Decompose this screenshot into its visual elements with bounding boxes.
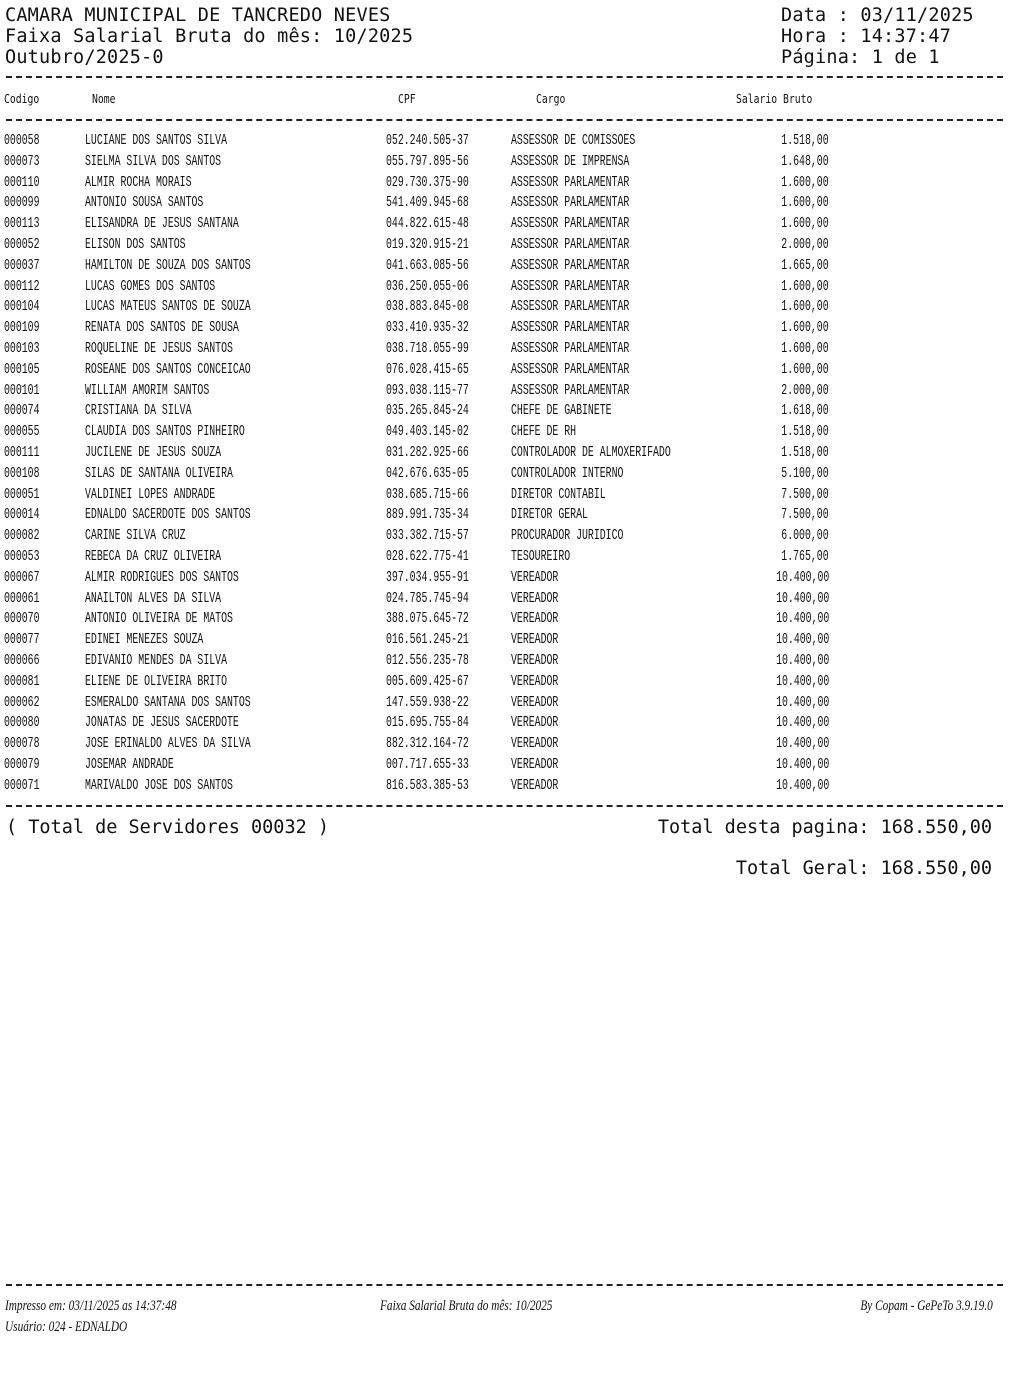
cell-codigo: 000080: [4, 715, 40, 732]
table-row: [0, 693, 1009, 714]
cell-nome: ELISANDRA DE JESUS SANTANA: [85, 216, 239, 233]
footer-title: Faixa Salarial Bruta do mês: 10/2025: [380, 1298, 553, 1314]
table-row: [0, 214, 1009, 235]
cell-salario: 1.600,00: [781, 195, 829, 212]
cell-nome: ANAILTON ALVES DA SILVA: [85, 590, 222, 607]
cell-cargo: ASSESSOR PARLAMENTAR: [511, 257, 630, 274]
cell-cargo: VEREADOR: [511, 694, 559, 711]
cell-cpf: 033.410.935-32: [386, 320, 469, 337]
cell-cpf: 019.320.915-21: [386, 237, 469, 253]
cell-cargo: ASSESSOR PARLAMENTAR: [511, 174, 630, 191]
report-title: Faixa Salarial Bruta do mês: 10/2025: [5, 26, 414, 47]
cell-cargo: ASSESSOR DE COMISSOES: [511, 133, 636, 149]
cell-nome: ROSEANE DOS SANTOS CONCEICAO: [85, 361, 251, 378]
table-row: [0, 277, 1009, 298]
cell-codigo: 000058: [4, 133, 40, 149]
cell-codigo: 000014: [4, 507, 40, 524]
cell-codigo: 000109: [4, 320, 40, 337]
cell-cpf: 044.822.615-48: [386, 216, 469, 233]
cell-nome: RENATA DOS SANTOS DE SOUSA: [85, 320, 239, 337]
cell-salario: 5.100,00: [781, 465, 829, 482]
cell-cargo: CHEFE DE RH: [511, 424, 577, 441]
cell-cpf: 889.991.735-34: [386, 507, 469, 524]
cell-nome: CRISTIANA DA SILVA: [85, 403, 192, 420]
cell-cpf: 882.312.164-72: [386, 736, 469, 753]
cell-cargo: PROCURADOR JURIDICO: [511, 528, 624, 545]
table-row: [0, 526, 1009, 547]
cell-codigo: 000105: [4, 361, 40, 378]
cell-codigo: 000077: [4, 632, 40, 649]
cell-codigo: 000104: [4, 299, 40, 316]
footer-printed: Impresso em: 03/11/2025 as 14:37:48: [5, 1298, 177, 1314]
cell-codigo: 000067: [4, 569, 40, 586]
table-row: [0, 360, 1009, 381]
cell-cpf: 816.583.385-53: [386, 777, 469, 794]
cell-salario: 2.000,00: [781, 382, 829, 399]
cell-salario: 6.000,00: [781, 528, 829, 545]
cell-cpf: 055.797.895-56: [386, 153, 469, 170]
cell-salario: 10.400,00: [775, 653, 829, 669]
cell-cpf: 024.785.745-94: [386, 590, 469, 607]
cell-codigo: 000112: [4, 278, 40, 295]
cell-salario: 10.400,00: [775, 611, 829, 628]
table-row: [0, 713, 1009, 734]
cell-codigo: 000079: [4, 757, 40, 773]
cell-codigo: 000078: [4, 736, 40, 753]
cell-cpf: 147.559.938-22: [386, 694, 469, 711]
report-period: Outubro/2025-0: [5, 47, 164, 68]
cell-salario: 1.518,00: [781, 424, 829, 441]
cell-cpf: 052.240.505-37: [386, 133, 469, 149]
table-row: [0, 547, 1009, 568]
cell-codigo: 000052: [4, 237, 40, 253]
table-row: [0, 651, 1009, 672]
report-time: Hora : 14:37:47: [781, 26, 952, 47]
divider-header: [6, 119, 1003, 121]
cell-cargo: ASSESSOR PARLAMENTAR: [511, 216, 630, 233]
cell-cpf: 049.403.145-02: [386, 424, 469, 441]
cell-nome: SIELMA SILVA DOS SANTOS: [85, 153, 222, 170]
cell-cpf: 397.034.955-91: [386, 569, 469, 586]
col-cargo: Cargo: [536, 91, 566, 106]
footer-credit: By Copam - GePeTo 3.9.19.0: [860, 1298, 993, 1314]
cell-codigo: 000074: [4, 403, 40, 420]
cell-codigo: 000103: [4, 341, 40, 357]
table-row: [0, 672, 1009, 693]
cell-codigo: 000037: [4, 257, 40, 274]
table-row: [0, 568, 1009, 589]
cell-cargo: ASSESSOR PARLAMENTAR: [511, 361, 630, 378]
cell-salario: 1.600,00: [781, 361, 829, 378]
cell-cpf: 016.561.245-21: [386, 632, 469, 649]
divider-bottom: [6, 805, 1003, 807]
cell-salario: 1.600,00: [781, 216, 829, 233]
cell-codigo: 000070: [4, 611, 40, 628]
cell-codigo: 000062: [4, 694, 40, 711]
cell-cargo: ASSESSOR PARLAMENTAR: [511, 320, 630, 337]
cell-cargo: CONTROLADOR INTERNO: [511, 465, 624, 482]
cell-salario: 1.648,00: [781, 153, 829, 170]
cell-cargo: ASSESSOR PARLAMENTAR: [511, 382, 630, 399]
cell-cargo: ASSESSOR PARLAMENTAR: [511, 237, 630, 253]
table-row: [0, 173, 1009, 194]
cell-salario: 10.400,00: [775, 694, 829, 711]
cell-nome: JOSE ERINALDO ALVES DA SILVA: [85, 736, 251, 753]
cell-nome: REBECA DA CRUZ OLIVEIRA: [85, 549, 222, 565]
cell-codigo: 000081: [4, 673, 40, 690]
cell-nome: EDIVANIO MENDES DA SILVA: [85, 653, 228, 669]
cell-nome: ANTONIO OLIVEIRA DE MATOS: [85, 611, 233, 628]
cell-cargo: ASSESSOR DE IMPRENSA: [511, 153, 630, 170]
cell-nome: CARINE SILVA CRUZ: [85, 528, 186, 545]
cell-nome: CLAUDIA DOS SANTOS PINHEIRO: [85, 424, 245, 441]
cell-cpf: 007.717.655-33: [386, 757, 469, 773]
col-salario: Salario Bruto: [736, 91, 813, 106]
cell-codigo: 000053: [4, 549, 40, 565]
cell-codigo: 000111: [4, 445, 40, 461]
org-name: CAMARA MUNICIPAL DE TANCREDO NEVES: [5, 5, 391, 26]
table-row: [0, 734, 1009, 755]
table-row: [0, 339, 1009, 360]
cell-salario: 2.000,00: [781, 237, 829, 253]
cell-cpf: 038.883.845-08: [386, 299, 469, 316]
table-row: [0, 485, 1009, 506]
cell-salario: 1.518,00: [781, 133, 829, 149]
cell-salario: 10.400,00: [775, 715, 829, 732]
cell-nome: LUCAS MATEUS SANTOS DE SOUZA: [85, 299, 251, 316]
cell-cargo: VEREADOR: [511, 673, 559, 690]
cell-salario: 1.600,00: [781, 320, 829, 337]
table-row: [0, 193, 1009, 214]
cell-nome: ROQUELINE DE JESUS SANTOS: [85, 341, 233, 357]
cell-cpf: 036.250.055-06: [386, 278, 469, 295]
table-row: [0, 776, 1009, 797]
cell-salario: 10.400,00: [775, 736, 829, 753]
table-row: [0, 589, 1009, 610]
cell-cpf: 388.075.645-72: [386, 611, 469, 628]
cell-salario: 1.600,00: [781, 278, 829, 295]
cell-salario: 1.600,00: [781, 174, 829, 191]
cell-nome: VALDINEI LOPES ANDRADE: [85, 486, 216, 503]
cell-cpf: 041.663.085-56: [386, 257, 469, 274]
cell-cpf: 076.028.415-65: [386, 361, 469, 378]
footer-user: Usuário: 024 - EDNALDO: [5, 1319, 128, 1335]
cell-cpf: 031.282.925-66: [386, 445, 469, 461]
cell-cpf: 015.695.755-84: [386, 715, 469, 732]
cell-codigo: 000108: [4, 465, 40, 482]
cell-nome: ESMERALDO SANTANA DOS SANTOS: [85, 694, 251, 711]
total-pagina: Total desta pagina: 168.550,00: [657, 817, 992, 838]
cell-nome: ALMIR RODRIGUES DOS SANTOS: [85, 569, 239, 586]
total-servidores: ( Total de Servidores 00032 ): [6, 817, 330, 838]
cell-cpf: 541.409.945-68: [386, 195, 469, 212]
cell-codigo: 000113: [4, 216, 40, 233]
cell-cpf: 033.382.715-57: [386, 528, 469, 545]
cell-cargo: VEREADOR: [511, 569, 559, 586]
cell-nome: HAMILTON DE SOUZA DOS SANTOS: [85, 257, 251, 274]
table-row: [0, 131, 1009, 152]
cell-cpf: 012.556.235-78: [386, 653, 469, 669]
cell-cargo: VEREADOR: [511, 777, 559, 794]
cell-nome: ELISON DOS SANTOS: [85, 237, 186, 253]
divider-footer: [6, 1284, 1003, 1286]
cell-nome: JUCILENE DE JESUS SOUZA: [85, 445, 222, 461]
cell-codigo: 000055: [4, 424, 40, 441]
cell-cpf: 038.718.055-99: [386, 341, 469, 357]
cell-cargo: VEREADOR: [511, 653, 559, 669]
col-codigo: Codigo: [4, 91, 40, 106]
col-nome: Nome: [92, 91, 116, 106]
cell-cargo: VEREADOR: [511, 632, 559, 649]
cell-cpf: 038.685.715-66: [386, 486, 469, 503]
cell-nome: MARIVALDO JOSE DOS SANTOS: [85, 777, 233, 794]
table-row: [0, 609, 1009, 630]
cell-codigo: 000099: [4, 195, 40, 212]
cell-cargo: VEREADOR: [511, 715, 559, 732]
cell-salario: 1.518,00: [781, 445, 829, 461]
report-page: Página: 1 de 1: [781, 47, 940, 68]
table-row: [0, 235, 1009, 256]
table-row: [0, 318, 1009, 339]
table-row: [0, 401, 1009, 422]
cell-nome: ANTONIO SOUSA SANTOS: [85, 195, 204, 212]
table-row: [0, 443, 1009, 464]
table-row: [0, 464, 1009, 485]
cell-nome: ELIENE DE OLIVEIRA BRITO: [85, 673, 228, 690]
cell-cpf: 035.265.845-24: [386, 403, 469, 420]
table-row: [0, 297, 1009, 318]
cell-cargo: ASSESSOR PARLAMENTAR: [511, 299, 630, 316]
cell-nome: WILLIAM AMORIM SANTOS: [85, 382, 210, 399]
cell-cpf: 042.676.635-05: [386, 465, 469, 482]
table-row: [0, 422, 1009, 443]
cell-cargo: DIRETOR GERAL: [511, 507, 588, 524]
cell-nome: LUCAS GOMES DOS SANTOS: [85, 278, 216, 295]
cell-cpf: 005.609.425-67: [386, 673, 469, 690]
cell-codigo: 000082: [4, 528, 40, 545]
table-row: [0, 381, 1009, 402]
cell-codigo: 000073: [4, 153, 40, 170]
cell-codigo: 000101: [4, 382, 40, 399]
table-row: [0, 505, 1009, 526]
cell-cargo: CHEFE DE GABINETE: [511, 403, 612, 420]
cell-cargo: CONTROLADOR DE ALMOXERIFADO: [511, 445, 671, 461]
cell-salario: 1.600,00: [781, 299, 829, 316]
cell-salario: 1.600,00: [781, 341, 829, 357]
table-row: [0, 630, 1009, 651]
divider-top: [6, 76, 1003, 78]
cell-cargo: TESOUREIRO: [511, 549, 571, 565]
table-row: [0, 256, 1009, 277]
table-row: [0, 755, 1009, 776]
cell-salario: 10.400,00: [775, 569, 829, 586]
total-geral: Total Geral: 168.550,00: [735, 858, 992, 879]
cell-salario: 10.400,00: [775, 673, 829, 690]
cell-nome: SILAS DE SANTANA OLIVEIRA: [85, 465, 233, 482]
cell-cargo: ASSESSOR PARLAMENTAR: [511, 278, 630, 295]
cell-salario: 10.400,00: [775, 632, 829, 649]
cell-cargo: VEREADOR: [511, 611, 559, 628]
col-cpf: CPF: [398, 91, 416, 106]
cell-cpf: 029.730.375-90: [386, 174, 469, 191]
report-date: Data : 03/11/2025: [781, 5, 974, 26]
cell-nome: EDNALDO SACERDOTE DOS SANTOS: [85, 507, 251, 524]
cell-salario: 1.765,00: [781, 549, 829, 565]
cell-cargo: DIRETOR CONTABIL: [511, 486, 606, 503]
cell-nome: ALMIR ROCHA MORAIS: [85, 174, 192, 191]
cell-cargo: VEREADOR: [511, 590, 559, 607]
table-row: [0, 152, 1009, 173]
cell-nome: EDINEI MENEZES SOUZA: [85, 632, 204, 649]
cell-cpf: 028.622.775-41: [386, 549, 469, 565]
cell-salario: 10.400,00: [775, 777, 829, 794]
cell-nome: LUCIANE DOS SANTOS SILVA: [85, 133, 228, 149]
cell-codigo: 000110: [4, 174, 40, 191]
cell-salario: 10.400,00: [775, 757, 829, 773]
cell-cargo: ASSESSOR PARLAMENTAR: [511, 195, 630, 212]
cell-nome: JOSEMAR ANDRADE: [85, 757, 174, 773]
cell-salario: 1.618,00: [781, 403, 829, 420]
cell-cargo: ASSESSOR PARLAMENTAR: [511, 341, 630, 357]
cell-salario: 7.500,00: [781, 486, 829, 503]
cell-cpf: 093.038.115-77: [386, 382, 469, 399]
cell-codigo: 000066: [4, 653, 40, 669]
cell-salario: 7.500,00: [781, 507, 829, 524]
cell-cargo: VEREADOR: [511, 757, 559, 773]
cell-codigo: 000061: [4, 590, 40, 607]
cell-cargo: VEREADOR: [511, 736, 559, 753]
cell-codigo: 000051: [4, 486, 40, 503]
cell-codigo: 000071: [4, 777, 40, 794]
cell-salario: 1.665,00: [781, 257, 829, 274]
cell-salario: 10.400,00: [775, 590, 829, 607]
cell-nome: JONATAS DE JESUS SACERDOTE: [85, 715, 239, 732]
